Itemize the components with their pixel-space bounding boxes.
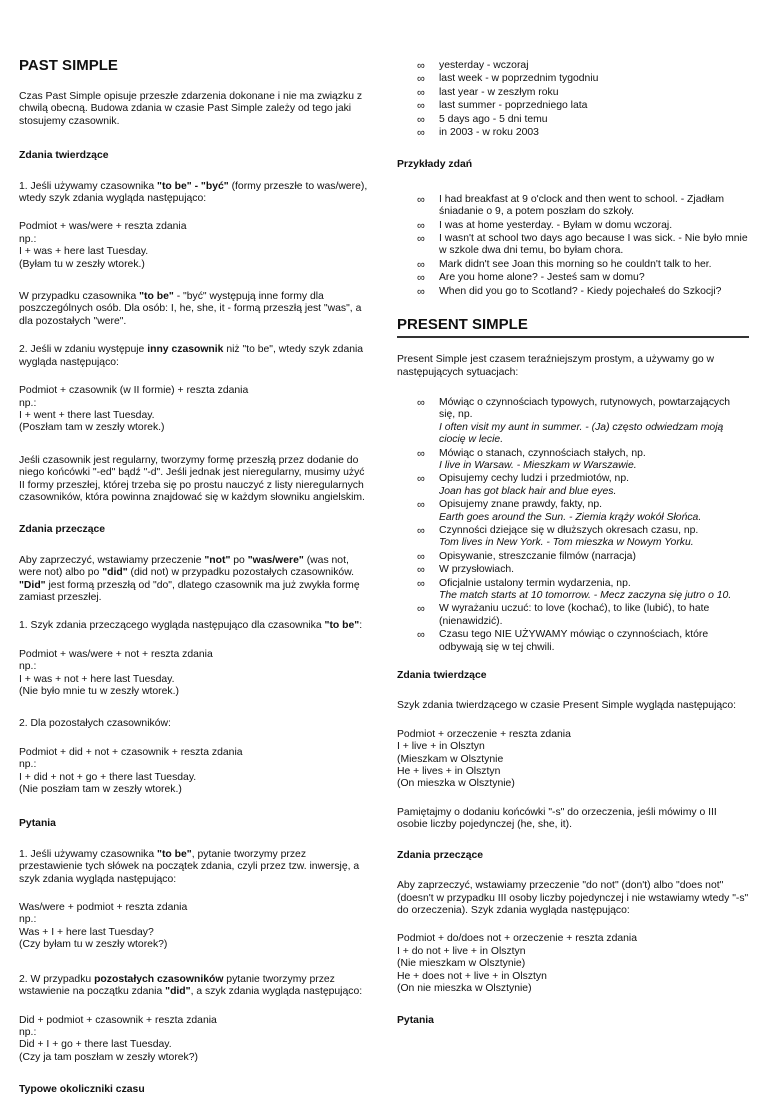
usage-text: Mówiąc o stanach, czynnościach stałych, np. [439, 447, 646, 459]
bold-part: "was/were" [247, 554, 304, 566]
text-part: 2. Jeśli w zdaniu występuje [19, 344, 148, 356]
list-item-text: Are you home alone? - Jesteś sam w domu? [439, 272, 645, 284]
text-part: (formy przeszłe to was/were), wtedy szyk zdania wygląda następująco: [19, 180, 368, 205]
usage-text: Opisujemy cechy ludzi i przedmiotów, np. [439, 473, 629, 485]
usage-text: Opisywanie, streszczanie filmów (narracja) [439, 550, 636, 562]
bold-part: "to be" [324, 620, 360, 632]
negative-heading: Zdania przeczące [19, 524, 106, 536]
infinity-bullet-icon: ∞ [417, 499, 425, 512]
text-part: 1. Jeśli używamy czasownika [19, 848, 158, 860]
list-item [397, 272, 749, 284]
usage-text: Czynności dziejące się w dłuższych okresach czasu, np. [439, 524, 699, 536]
list-item [397, 499, 749, 524]
infinity-bullet-icon: ∞ [417, 447, 425, 460]
list-item [397, 127, 749, 139]
formula-line: I + do not + live + in Olsztyn [397, 945, 526, 957]
usage-text: W wyrażaniu uczuć: to love (kochać), to like (lubić), to hate (nienawidzić). [439, 603, 710, 627]
text-part: 1. Szyk zdania przeczącego wygląda następująco dla czasownika [19, 620, 325, 632]
usage-text: Opisujemy znane prawdy, fakty, np. [439, 499, 603, 511]
formula-line: I + did + not + go + there last Tuesday. [19, 771, 197, 783]
infinity-bullet-icon: ∞ [417, 60, 425, 72]
list-item [397, 60, 749, 72]
formula-line: I + was + not + here last Tuesday. [19, 673, 175, 685]
list-item [397, 473, 749, 498]
infinity-bullet-icon: ∞ [417, 564, 425, 577]
list-item [397, 100, 749, 112]
formula-line: Was + I + here last Tuesday? [19, 926, 154, 938]
regular-irregular-paragraph: Jeśli czasownik jest regularny, tworzymy formę przeszłą przez dodanie do niego końcówki "-ed" bądź "-d". Jeśli jednak jest nieregularny, musimy użyć II formy przeszłej, której trzeba się po prostu nauczyć z listy nieregularnych czasowników, która powinna znajdować się w każdym słowniku angielskim. [19, 454, 365, 503]
formula-line: np.: [19, 914, 37, 926]
bold-part: "not" [204, 554, 231, 566]
list-item-text: last week - w poprzednim tygodniu [439, 73, 599, 85]
present-questions-heading: Pytania [397, 1015, 434, 1027]
list-item [397, 448, 749, 473]
list-item [397, 525, 749, 550]
affirmative-heading: Zdania twierdzące [19, 150, 109, 162]
list-item-text: yesterday - wczoraj [439, 60, 529, 71]
formula-line: He + does not + live + in Olsztyn [397, 970, 547, 982]
list-item [397, 220, 749, 232]
infinity-bullet-icon: ∞ [417, 577, 425, 590]
text-part: (did not) w przypadku pozostałych czasowników. [127, 567, 355, 579]
list-item-text: I wasn't at school two days ago because I was sick. - Nie było mnie w szkole dwa dni temu, bo byłam chora. [439, 233, 748, 257]
list-item [397, 564, 749, 576]
list-item [397, 73, 749, 85]
bold-part: "did" [102, 567, 128, 579]
text-part: niż "to be", wtedy szyk zdania wygląda następująco: [19, 344, 364, 368]
formula-present-affirmative [397, 729, 749, 791]
list-item [397, 603, 749, 628]
infinity-bullet-icon: ∞ [417, 629, 425, 642]
infinity-bullet-icon: ∞ [417, 73, 425, 86]
text-part: Aby zaprzeczyć, wstawiamy przeczenie [19, 554, 205, 566]
formula-line: (Czy byłam tu w zeszły wtorek?) [19, 939, 168, 951]
formula-line: Podmiot + did + not + czasownik + reszta zdania [19, 746, 243, 758]
bold-part: "to be" - "być" [157, 180, 229, 192]
formula-line: (Mieszkam w Olsztynie [397, 753, 504, 765]
list-item-text: in 2003 - w roku 2003 [439, 127, 539, 139]
text-part: 2. W przypadku [19, 973, 95, 985]
bold-part: pozostałych czasowników [94, 973, 224, 985]
list-item-text: last summer - poprzedniego lata [439, 100, 588, 112]
present-affirmative-paragraph: Szyk zdania twierdzącego w czasie Present Simple wygląda następująco: [397, 700, 737, 712]
text-part: 1. Jeśli używamy czasownika [19, 180, 158, 192]
formula-present-negative [397, 933, 749, 995]
formula-line: Podmiot + czasownik (w II formie) + reszta zdania [19, 385, 249, 397]
usage-text: Oficjalnie ustalony termin wydarzenia, np. [439, 577, 631, 589]
to-be-forms-paragraph [19, 291, 371, 328]
time-adverbs-heading: Typowe okoliczniki czasu [19, 1084, 145, 1096]
text-part: : [359, 620, 363, 632]
text-part: - "być" występują inne formy dla poszczególnych osób. Dla osób: I, he, she, it - formą przeszłą jest "was", a dla pozostałych "were". [19, 291, 362, 327]
right-column [397, 0, 749, 1044]
formula-line: Podmiot + was/were + reszta zdania [19, 221, 187, 233]
list-item [397, 578, 749, 603]
formula-line: np.: [19, 397, 37, 409]
intro-paragraph: Czas Past Simple opisuje przeszłe zdarzenia dokonane i nie ma związku z chwilą obecną. Budowa zdania w czasie Past Simple zależy od tego jaki stosujemy czasownik. [19, 91, 363, 127]
infinity-bullet-icon: ∞ [417, 272, 425, 285]
formula-line: (On nie mieszka w Olsztynie) [397, 982, 532, 994]
list-item [397, 629, 749, 654]
usage-example: Joan has got black hair and blue eyes. [439, 485, 617, 497]
infinity-bullet-icon: ∞ [417, 233, 425, 246]
formula-negative-did [19, 747, 371, 797]
list-item [397, 397, 749, 447]
usage-list [397, 397, 749, 654]
text-part: jest formą przeszłą od "do", dlatego czasownik ma już zwykła formę zamiast przeszłej. [19, 579, 360, 603]
list-item-text: 5 days ago - 5 dni temu [439, 113, 548, 125]
text-part: , pytanie tworzymy przez przestawienie tych słówek na początek zdania, czyli przez tzw. inwersję, a szyk zdania wygląda następująco: [19, 848, 360, 885]
text-part: W przypadku czasownika [19, 291, 140, 303]
bold-part: "to be" [139, 291, 174, 303]
usage-text: W przysłowiach. [439, 564, 515, 576]
infinity-bullet-icon: ∞ [417, 219, 425, 232]
left-column [19, 0, 371, 1113]
infinity-bullet-icon: ∞ [417, 524, 425, 537]
formula-line: Podmiot + orzeczenie + reszta zdania [397, 728, 571, 740]
infinity-bullet-icon: ∞ [417, 127, 425, 140]
formula-line: He + lives + in Olsztyn [397, 766, 501, 778]
list-item-text: Mark didn't see Joan this morning so he couldn't talk to her. [439, 258, 712, 270]
list-item-text: last year - w zeszłym roku [439, 86, 559, 98]
formula-line: (Nie poszłam tam w zeszły wtorek.) [19, 784, 182, 796]
text-part: po [230, 554, 248, 566]
other-verb-paragraph [19, 344, 371, 369]
present-simple-title: PRESENT SIMPLE [397, 316, 749, 338]
formula-line: (Nie było mnie tu w zeszły wtorek.) [19, 686, 179, 697]
list-item [397, 194, 749, 219]
formula-line: Podmiot + do/does not + orzeczenie + reszta zdania [397, 933, 637, 945]
present-affirmative-heading: Zdania twierdzące [397, 670, 487, 682]
usage-example: Earth goes around the Sun. - Ziemia krąży wokół Słońca. [439, 511, 702, 523]
list-item [397, 551, 749, 563]
examples-list [397, 194, 749, 298]
formula-line: np.: [19, 759, 37, 771]
time-adverbs-list [397, 60, 749, 139]
text-part: (was not, were not) albo po [19, 554, 349, 579]
present-negative-paragraph: Aby zaprzeczyć, wstawiamy przeczenie "do not" (don't) albo "does not" (doesn't w przypadku III osoby liczby pojedynczej i nie wstawiamy wtedy "-s" do orzeczenia). Szyk zdania wygląda następująco: [397, 880, 749, 916]
infinity-bullet-icon: ∞ [417, 473, 425, 486]
questions-heading: Pytania [19, 818, 56, 830]
infinity-bullet-icon: ∞ [417, 113, 425, 126]
usage-example: I often visit my aunt in summer. - (Ja) często odwiedzam moją ciocię w lecie. [439, 421, 724, 446]
negation-paragraph [19, 555, 371, 605]
infinity-bullet-icon: ∞ [417, 285, 425, 298]
formula-line: (Poszłam tam w zeszły wtorek.) [19, 422, 165, 434]
list-item-text: I was at home yesterday. - Byłam w domu wczoraj. [439, 219, 673, 231]
bold-part: "did" [165, 986, 191, 998]
question-other-paragraph [19, 974, 371, 999]
third-person-paragraph: Pamiętajmy o dodaniu końcówki "-s" do orzeczenia, jeśli mówimy o III osobie liczby pojedynczej (he, she, it). [397, 806, 717, 831]
formula-negative-to-be [19, 649, 371, 699]
text-part: , a szyk zdania wygląda następująco: [190, 986, 363, 998]
question-to-be-paragraph [19, 849, 371, 886]
formula-line: (On mieszka w Olsztynie) [397, 778, 515, 790]
formula-question-did [19, 1015, 371, 1065]
infinity-bullet-icon: ∞ [417, 86, 425, 99]
list-item [397, 233, 749, 258]
infinity-bullet-icon: ∞ [417, 603, 425, 616]
formula-line: I + was + here last Tuesday. [19, 246, 149, 258]
bold-part: inny czasownik [147, 344, 224, 356]
bold-part: "Did" [19, 579, 46, 591]
past-simple-title: PAST SIMPLE [19, 57, 118, 74]
list-item [397, 87, 749, 99]
usage-example: I live in Warsaw. - Mieszkam w Warszawie. [439, 459, 637, 471]
formula-line: Did + I + go + there last Tuesday. [19, 1039, 172, 1051]
formula-question-to-be [19, 902, 371, 952]
list-item-text: When did you go to Scotland? - Kiedy pojechałeś do Szkocji? [439, 285, 722, 297]
to-be-paragraph [19, 181, 371, 206]
usage-text: Czasu tego NIE UŻYWAMY mówiąc o czynnościach, które odbywają się w tej chwili. [439, 629, 709, 653]
negative-to-be-paragraph [19, 620, 371, 632]
formula-other-verb [19, 385, 371, 435]
formula-line: np.: [19, 661, 37, 673]
list-item-text: I had breakfast at 9 o'clock and then went to school. - Zjadłam śniadanie o 9, a potem poszłam do szkoły. [439, 193, 724, 218]
formula-line: np.: [19, 233, 37, 245]
examples-heading: Przykłady zdań [397, 159, 473, 171]
formula-line: I + live + in Olsztyn [397, 741, 485, 753]
negative-other-paragraph: 2. Dla pozostałych czasowników: [19, 718, 171, 730]
formula-line: Was/were + podmiot + reszta zdania [19, 902, 188, 914]
bold-part: "to be" [157, 848, 192, 860]
list-item [397, 286, 749, 298]
infinity-bullet-icon: ∞ [417, 396, 425, 409]
formula-line: (Byłam tu w zeszły wtorek.) [19, 258, 145, 270]
present-negative-heading: Zdania przeczące [397, 849, 484, 861]
formula-line: (Nie mieszkam w Olsztynie) [397, 958, 526, 970]
formula-line: np.: [19, 1026, 37, 1038]
usage-example: Tom lives in New York. - Tom mieszka w Nowym Yorku. [439, 537, 694, 549]
formula-line: Did + podmiot + czasownik + reszta zdania [19, 1014, 217, 1026]
formula-line: (Czy ja tam poszłam w zeszły wtorek?) [19, 1051, 198, 1063]
formula-line: I + went + there last Tuesday. [19, 409, 155, 421]
infinity-bullet-icon: ∞ [417, 193, 425, 206]
usage-example: The match starts at 10 tomorrow. - Mecz zaczyna się jutro o 10. [439, 590, 732, 601]
list-item [397, 259, 749, 271]
infinity-bullet-icon: ∞ [417, 258, 425, 271]
infinity-bullet-icon: ∞ [417, 550, 425, 563]
list-item [397, 114, 749, 126]
formula-line: Podmiot + was/were + not + reszta zdania [19, 648, 213, 660]
text-part: pytanie tworzymy przez wstawienie na początku zdania [19, 973, 335, 998]
usage-text: Mówiąc o czynnościach typowych, rutynowych, powtarzających się, np. [439, 396, 731, 421]
present-intro-paragraph: Present Simple jest czasem teraźniejszym prostym, a używamy go w następujących sytuacjach: [397, 354, 715, 378]
infinity-bullet-icon: ∞ [417, 100, 425, 113]
formula-was-were [19, 221, 371, 271]
